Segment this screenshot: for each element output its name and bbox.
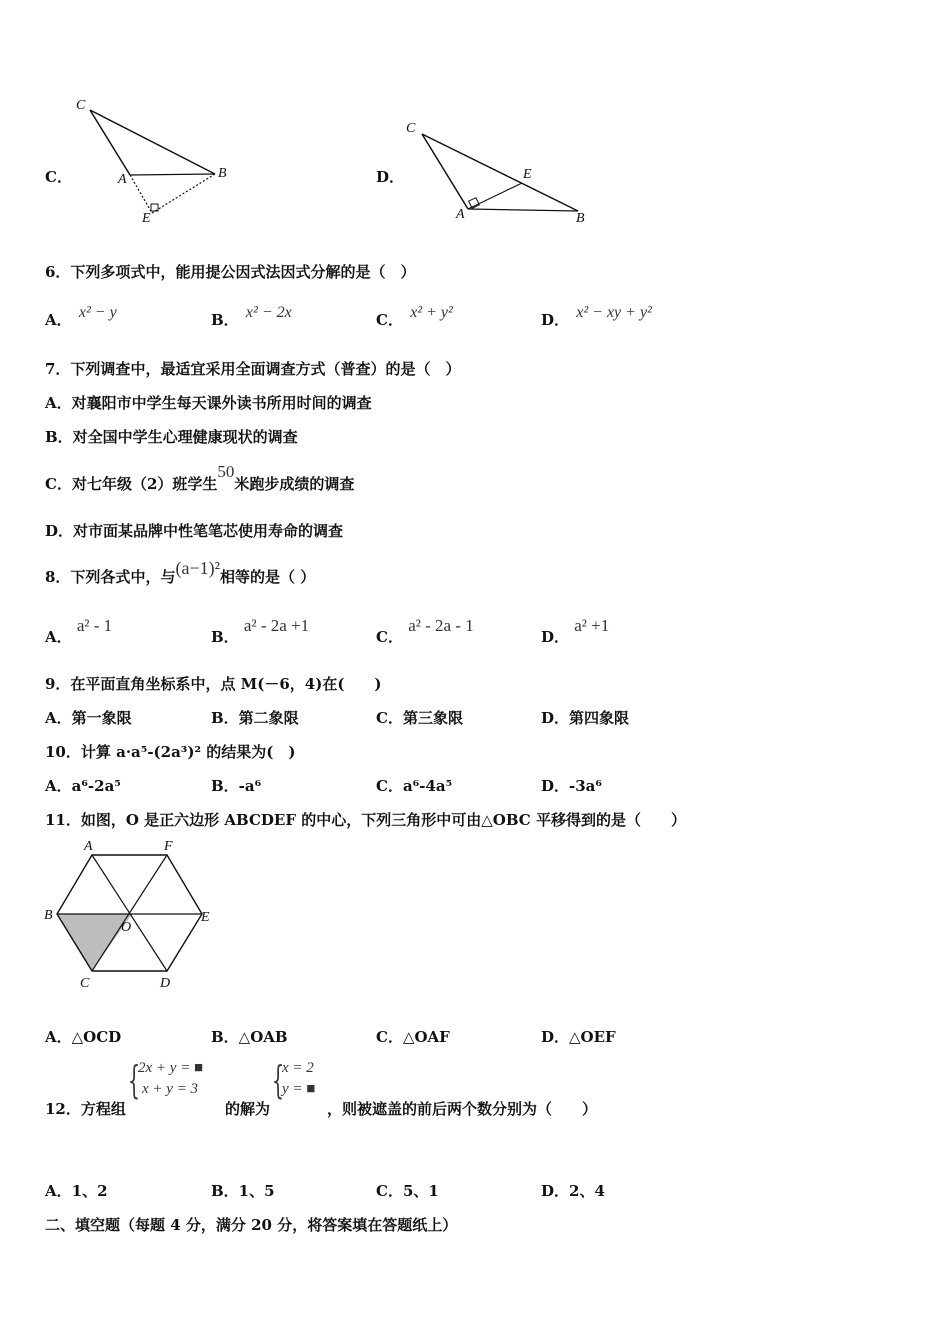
q5c-line-cb — [90, 110, 215, 174]
q8-option-d-expr: a² +1 — [574, 616, 610, 635]
q8-option-c-expr: a² - 2a - 1 — [408, 616, 474, 635]
q6-option-c-expr: x² + y² — [410, 304, 453, 321]
q12-option-a: A．1、2 — [45, 1182, 108, 1200]
q10-option-b: B．-a⁶ — [211, 777, 262, 795]
q5-figure-c — [70, 95, 240, 225]
q9-stem: 9．在平面直角坐标系中，点 M(－6，4)在( ) — [45, 675, 382, 693]
q5c-line-ae — [130, 175, 152, 213]
q6-option-d-expr: x² − xy + y² — [576, 304, 652, 321]
q7-option-a: A．对襄阳市中学生每天课外读书所用时间的调查 — [45, 394, 372, 412]
q8-option-c — [376, 616, 474, 647]
q8-option-a-expr: a² - 1 — [76, 616, 113, 635]
q11-option-d: D．△OEF — [541, 1028, 616, 1046]
q12-solution-line1: x = 2 — [282, 1060, 314, 1076]
q7-option-c-num: 50 — [217, 462, 235, 481]
q8-option-b-label: B． — [211, 628, 239, 646]
q11-point-e: E — [201, 910, 210, 925]
q11-point-c: C — [80, 976, 90, 991]
q10-option-c: C．a⁶-4a⁵ — [376, 777, 453, 795]
q12-option-d: D．2、4 — [541, 1182, 605, 1200]
q9-option-d: D．第四象限 — [541, 709, 630, 727]
q11-point-b: B — [44, 908, 53, 923]
q6-option-c — [376, 304, 453, 330]
q5c-point-a: A — [118, 172, 127, 187]
q6-option-b-expr: x² − 2x — [245, 304, 292, 321]
q12-equation-system — [128, 1060, 223, 1104]
q6-option-a — [45, 304, 117, 330]
q12-solution-brace: { — [272, 1058, 285, 1102]
q6-option-c-label: C． — [376, 311, 403, 329]
q8-stem-expr: (a−1)² — [175, 558, 220, 578]
q9-option-c: C．第三象限 — [376, 709, 463, 727]
q8-option-c-label: C． — [376, 628, 403, 646]
q5d-point-e: E — [523, 167, 532, 182]
q5d-line-ab — [468, 209, 578, 211]
q11-option-a: A．△OCD — [45, 1028, 122, 1046]
q12-stem-pre: 12．方程组 — [45, 1100, 126, 1118]
q7-option-c-pre: C．对七年级（2）班学生 — [45, 475, 218, 493]
q6-option-d — [541, 304, 652, 330]
q8-stem-post: 相等的是（ ） — [219, 568, 316, 586]
q7-stem: 7．下列调查中，最适宜采用全面调查方式（普查）的是（ ） — [45, 360, 461, 378]
q11-point-d: D — [160, 976, 171, 991]
q12-stem-mid: 的解为 — [225, 1100, 271, 1118]
q11-point-a: A — [84, 839, 93, 854]
q12-system-brace: { — [128, 1058, 141, 1102]
q11-option-c: C．△OAF — [376, 1028, 450, 1046]
q12-option-c: C．5、1 — [376, 1182, 439, 1200]
q11-point-f: F — [164, 839, 173, 854]
q6-stem: 6．下列多项式中，能用提公因式法因式分解的是（ ） — [45, 263, 416, 281]
q12-system-line1: 2x + y = ■ — [138, 1060, 204, 1076]
q7-option-d: D．对市面某品牌中性笔笔芯使用寿命的调查 — [45, 522, 344, 540]
q6-option-a-expr: x² − y — [78, 304, 117, 321]
q10-option-d: D．-3a⁶ — [541, 777, 602, 795]
q8-option-b — [211, 616, 310, 647]
q5d-line-ae — [468, 183, 522, 209]
q8-option-d — [541, 616, 610, 647]
q9-option-a: A．第一象限 — [45, 709, 132, 727]
q6-option-b — [211, 304, 292, 330]
section2-heading: 二、填空题（每题 4 分，满分 20 分，将答案填在答题纸上） — [45, 1216, 458, 1234]
q9-option-b: B．第二象限 — [211, 709, 299, 727]
q8-option-b-expr: a² - 2a +1 — [243, 616, 310, 635]
q12-solution-line2: y = ■ — [282, 1081, 316, 1097]
q8-stem-pre: 8．下列各式中，与 — [45, 568, 176, 586]
q8-option-d-label: D． — [541, 628, 570, 646]
q6-option-a-label: A． — [45, 311, 72, 329]
q7-option-c-post: 米跑步成绩的调查 — [234, 475, 355, 493]
q5d-point-b: B — [576, 211, 585, 226]
q5d-point-a: A — [456, 207, 465, 222]
q5-option-d-label: D． — [376, 168, 405, 186]
q6-option-b-label: B． — [211, 311, 239, 329]
q11-stem: 11．如图，O 是正六边形 ABCDEF 的中心，下列三角形中可由△OBC 平移得到的是（ ） — [45, 811, 686, 829]
q12-stem-post: ，则被遮盖的前后两个数分别为（ ） — [327, 1100, 598, 1118]
q5c-point-c: C — [76, 98, 86, 113]
q5d-point-c: C — [406, 121, 416, 136]
q5-option-c-label: C． — [45, 168, 72, 186]
q11-point-o: O — [121, 920, 132, 935]
q12-system-line2: x + y = 3 — [142, 1081, 199, 1097]
q5c-line-eb — [152, 174, 215, 213]
q10-option-a: A．a⁶-2a⁵ — [45, 777, 121, 795]
q5c-point-e: E — [142, 211, 151, 225]
q11-option-b: B．△OAB — [211, 1028, 288, 1046]
q11-hexagon-figure — [40, 835, 220, 995]
q6-option-d-label: D． — [541, 311, 570, 329]
q12-option-b: B．1、5 — [211, 1182, 275, 1200]
q7-option-b: B．对全国中学生心理健康现状的调查 — [45, 428, 298, 446]
q7-option-c — [45, 462, 355, 494]
q10-stem: 10．计算 a·a⁵-(2a³)² 的结果为( ) — [45, 743, 296, 761]
q12-solution-system — [272, 1060, 332, 1104]
q5c-line-ab — [130, 174, 215, 175]
q8-option-a-label: A． — [45, 628, 72, 646]
q8-option-a — [45, 616, 113, 647]
q5-figure-d — [400, 112, 600, 227]
q5c-point-b: B — [218, 166, 227, 181]
q8-stem — [45, 558, 316, 587]
